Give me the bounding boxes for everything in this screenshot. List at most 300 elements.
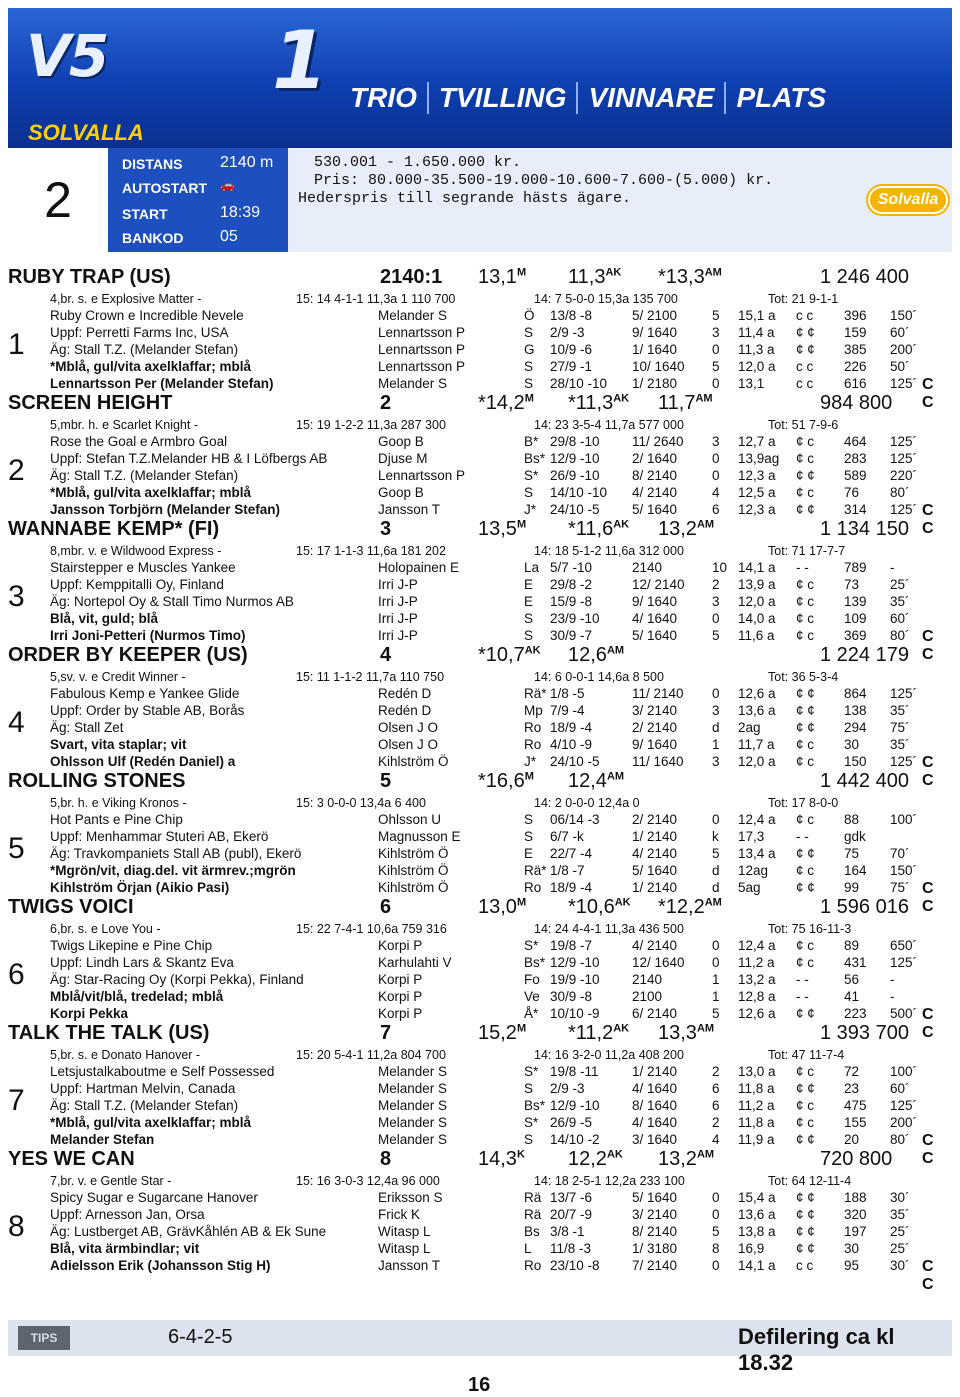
start-cell: ¢ ¢ xyxy=(796,342,815,357)
horse-distance: 4 xyxy=(380,644,392,666)
start-cell: Melander S xyxy=(378,308,448,323)
start-cell: 10/10 -9 xyxy=(550,1006,600,1021)
record-1: $14,3^K$ xyxy=(478,1148,525,1170)
stat-line: Tot: 75 16-11-3 xyxy=(768,922,852,936)
start-cell: 1 xyxy=(712,737,720,752)
start-cell: 25´ xyxy=(890,1241,910,1256)
horse-info-line: Jansson Torbjörn (Melander Stefan) xyxy=(50,502,281,517)
start-cell: 1/ 2140 xyxy=(632,1064,678,1079)
record-1: $*10,7^{AK}$ xyxy=(478,644,541,666)
start-cell: 3 xyxy=(712,325,720,340)
stat-line: 15: 14 4-1-1 11,3a 1 110 700 xyxy=(296,292,456,306)
leg-number: 1 xyxy=(272,14,328,107)
start-cell: c c xyxy=(796,1258,814,1273)
start-cell: S xyxy=(524,1132,534,1147)
start-cell: ¢ c xyxy=(796,594,815,609)
start-cell: 500´ xyxy=(890,1006,918,1021)
race-info xyxy=(8,148,952,252)
start-number: 7 xyxy=(8,1084,25,1117)
start-cell: Bs* xyxy=(524,955,546,970)
start-cell: 2/9 -3 xyxy=(550,1081,585,1096)
horse-distance: 8 xyxy=(380,1148,392,1170)
start-cell: 11,4 a xyxy=(738,325,775,340)
start-cell: 125´ xyxy=(890,376,918,391)
start-cell: c c xyxy=(796,308,814,323)
start-cell: 26/9 -10 xyxy=(550,468,600,483)
start-cell: ¢ c xyxy=(796,737,815,752)
start-label: START xyxy=(122,206,168,222)
stat-line: 5,br. s. e Donato Hanover - xyxy=(50,1048,201,1062)
start-cell: Korpi P xyxy=(378,1006,423,1021)
start-cell: 220´ xyxy=(890,468,918,483)
stat-line: 6,br. s. e Love You - xyxy=(50,922,161,936)
start-cell: Å* xyxy=(524,1006,539,1021)
start-cell: 1 xyxy=(712,989,720,1004)
start-cell: 431 xyxy=(844,955,867,970)
start-cell: 75´ xyxy=(890,720,910,735)
horse-info-line: Stairstepper e Muscles Yankee xyxy=(50,560,236,575)
horse-info-line: *Mblå, gul/vita axelklaffar; mblå xyxy=(50,1115,252,1130)
start-cell: 80´ xyxy=(890,628,910,643)
start-cell: Jansson T xyxy=(378,502,441,517)
start-cell: 30/9 -8 xyxy=(550,989,593,1004)
horse-name: ROLLING STONES xyxy=(8,770,186,792)
horse-info-line: Äg: Nortepol Oy & Stall Timo Nurmos AB xyxy=(50,594,294,609)
start-cell: 125´ xyxy=(890,754,918,769)
record-3: $13,2^{AM}$ xyxy=(658,1148,715,1170)
horse-distance: 5 xyxy=(380,770,392,792)
start-cell: 14/10 -10 xyxy=(550,485,608,500)
start-cell: ¢ c xyxy=(796,611,815,626)
prizes xyxy=(298,154,773,208)
horse-info-line: Uppf: Lindh Lars & Skantz Eva xyxy=(50,955,234,970)
car-icon: 🚗 xyxy=(220,178,235,192)
start-cell: 125´ xyxy=(890,1098,918,1113)
horse-distance: 7 xyxy=(380,1022,392,1044)
earnings: 1 393 700 xyxy=(820,1022,909,1044)
start-number: 6 xyxy=(8,958,25,991)
start-cell: 8/ 2140 xyxy=(632,468,678,483)
start-cell: 23 xyxy=(844,1081,860,1096)
start-cell: Rä xyxy=(524,1190,542,1205)
start-cell: ¢ ¢ xyxy=(796,468,815,483)
start-cell: 12,6 a xyxy=(738,1006,776,1021)
start-cell: d xyxy=(712,863,720,878)
start-cell: 4/ 2140 xyxy=(632,846,678,861)
start-cell: 385 xyxy=(844,342,867,357)
start-cell: 13,9ag xyxy=(738,451,780,466)
earnings: 1 134 150 xyxy=(820,518,909,540)
start-cell: Melander S xyxy=(378,1132,448,1147)
start-cell: 35´ xyxy=(890,737,910,752)
start-cell: 3 xyxy=(712,754,720,769)
start-cell: 73 xyxy=(844,577,860,592)
start-cell: 70´ xyxy=(890,846,910,861)
horse-info-line: Svart, vita staplar; vit xyxy=(50,737,187,752)
start-cell: Magnusson E xyxy=(378,829,461,844)
start-cell: S* xyxy=(524,468,539,483)
start-cell: 3/ 1640 xyxy=(632,1132,678,1147)
start-cell: ¢ ¢ xyxy=(796,846,815,861)
start-cell: ¢ c xyxy=(796,628,815,643)
start-cell: 197 xyxy=(844,1224,867,1239)
start-cell: ¢ c xyxy=(796,451,815,466)
horse-info-line: Spicy Sugar e Sugarcane Hanover xyxy=(50,1190,258,1205)
start-cell: Lennartsson P xyxy=(378,342,466,357)
start-cell: 29/8 -2 xyxy=(550,577,593,592)
start-cell: 2 xyxy=(712,1115,720,1130)
start-cell: 5 xyxy=(712,1006,720,1021)
record-3: $13,2^{AM}$ xyxy=(658,518,715,540)
start-cell: Fo xyxy=(524,972,540,987)
start-cell: ¢ c xyxy=(796,1064,815,1079)
footer-bar xyxy=(8,1320,952,1375)
stat-line: 15: 3 0-0-0 13,4a 6 400 xyxy=(296,796,426,810)
start-cell: 8/ 1640 xyxy=(632,1098,678,1113)
start-cell: B* xyxy=(524,434,539,449)
start-cell: Irri J-P xyxy=(378,628,418,643)
start-cell: 13,6 a xyxy=(738,703,776,718)
horse-info-line: Lennartsson Per (Melander Stefan) xyxy=(50,376,274,391)
start-cell: 20 xyxy=(844,1132,860,1147)
horse-info-line: Uppf: Menhammar Stuteri AB, Ekerö xyxy=(50,829,269,844)
start-cell: S xyxy=(524,325,534,340)
record-1: $13,0^M$ xyxy=(478,896,527,918)
start-cell: - - xyxy=(796,989,809,1004)
start-cell: 159 xyxy=(844,325,867,340)
start-cell: Kihlström Ö xyxy=(378,754,449,769)
start-cell: 9/ 1640 xyxy=(632,594,678,609)
start-cell: ¢ ¢ xyxy=(796,325,815,340)
start-cell: 0 xyxy=(712,468,720,483)
start-cell: Irri J-P xyxy=(378,594,418,609)
start-cell: d xyxy=(712,720,720,735)
start-cell: 25´ xyxy=(890,577,910,592)
start-cell: 13,2 a xyxy=(738,972,776,987)
start-cell: 16,9 xyxy=(738,1241,765,1256)
start-cell: 4/ 1640 xyxy=(632,611,678,626)
start-cell: - xyxy=(890,972,895,987)
horse-info-line: Blå, vita ärmbindlar; vit xyxy=(50,1241,200,1256)
start-cell: 2 xyxy=(712,1064,720,1079)
start-cell: 1/8 -7 xyxy=(550,863,585,878)
start-cell: S xyxy=(524,1081,534,1096)
distans-label: DISTANS xyxy=(122,156,183,172)
start-cell: S* xyxy=(524,1064,539,1079)
start-cell: ¢ c xyxy=(796,812,815,827)
start-cell: 7/ 2140 xyxy=(632,1258,678,1273)
start-cell: Ve xyxy=(524,989,540,1004)
start-cell: 0 xyxy=(712,611,720,626)
horse-name: TALK THE TALK (US) xyxy=(8,1022,210,1044)
stat-line: 5,sv. v. e Credit Winner - xyxy=(50,670,186,684)
start-cell: Redén D xyxy=(378,703,432,718)
start-cell: 3/ 2140 xyxy=(632,703,678,718)
start-cell: ¢ c xyxy=(796,863,815,878)
start-cell: 99 xyxy=(844,880,860,895)
record-2: $12,2^{AK}$ xyxy=(568,1148,623,1170)
start-cell: 80´ xyxy=(890,1132,910,1147)
start-number: 8 xyxy=(8,1210,25,1243)
earnings: 984 800 xyxy=(820,392,893,414)
start-cell: 125´ xyxy=(890,434,918,449)
earnings: 720 800 xyxy=(820,1148,893,1170)
start-cell: 23/10 -8 xyxy=(550,1258,600,1273)
start-time: 18:39 xyxy=(220,204,261,221)
start-cell: 50´ xyxy=(890,359,910,374)
start-cell: 15/9 -8 xyxy=(550,594,593,609)
start-cell: 0 xyxy=(712,955,720,970)
start-cell: 10 xyxy=(712,560,728,575)
start-cell: 5 xyxy=(712,846,720,861)
start-cell: Ro xyxy=(524,880,542,895)
start-cell: ¢ ¢ xyxy=(796,1081,815,1096)
start-cell: 5/ 1640 xyxy=(632,863,678,878)
start-cell: 35´ xyxy=(890,703,910,718)
start-cell: 125´ xyxy=(890,955,918,970)
start-cell: ¢ c xyxy=(796,434,815,449)
race-number: 2 xyxy=(8,148,108,252)
start-cell: 14,0 a xyxy=(738,611,776,626)
start-cell: 2 xyxy=(712,577,720,592)
start-cell: L xyxy=(524,1241,532,1256)
start-cell: 12,5 a xyxy=(738,485,776,500)
start-cell: S* xyxy=(524,1115,539,1130)
start-cell: Goop B xyxy=(378,434,424,449)
stat-line: 14: 23 3-5-4 11,7a 577 000 xyxy=(534,418,684,432)
start-cell: 2140 xyxy=(632,972,663,987)
start-cell: 5/ 1640 xyxy=(632,1190,678,1205)
start-cell: 12,4 a xyxy=(738,938,776,953)
start-cell: 100´ xyxy=(890,1064,918,1079)
start-cell: 5/ 1640 xyxy=(632,628,678,643)
horse-distance: 3 xyxy=(380,518,392,540)
start-cell: Witasp L xyxy=(378,1224,431,1239)
start-cell: - - xyxy=(796,972,809,987)
game-logo: V5 xyxy=(26,22,108,90)
start-cell: 4 xyxy=(712,485,720,500)
defilering: Defilering ca kl 18.32 xyxy=(738,1324,895,1375)
bet-type: VINNARE xyxy=(576,82,724,114)
horse-entry xyxy=(8,1148,952,1293)
start-cell: 155 xyxy=(844,1115,867,1130)
horse-info-line: Äg: Stall Zet xyxy=(50,720,124,735)
start-cell: 24/10 -5 xyxy=(550,502,600,517)
earnings: 1 224 179 xyxy=(820,644,909,666)
start-cell: 320 xyxy=(844,1207,867,1222)
start-cell: 9/ 1640 xyxy=(632,325,678,340)
start-cell: - xyxy=(890,989,895,1004)
start-cell: c c xyxy=(796,359,814,374)
start-cell: 4 xyxy=(712,1132,720,1147)
horse-info-line: Uppf: Order by Stable AB, Borås xyxy=(50,703,245,718)
start-cell: 9/ 1640 xyxy=(632,737,678,752)
start-cell: 15,1 a xyxy=(738,308,776,323)
start-cell: 8/ 2140 xyxy=(632,1224,678,1239)
start-cell: 11,6 a xyxy=(738,628,775,643)
stat-line: 7,br. v. e Gentle Star - xyxy=(50,1174,172,1188)
start-cell: ¢ ¢ xyxy=(796,703,815,718)
start-cell: 60´ xyxy=(890,611,910,626)
start-cell: Eriksson S xyxy=(378,1190,443,1205)
record-1: $13,5^M$ xyxy=(478,518,527,540)
horse-distance: 6 xyxy=(380,896,392,918)
start-cell: 14/10 -2 xyxy=(550,1132,600,1147)
start-cell: 0 xyxy=(712,812,720,827)
start-cell: Ro xyxy=(524,720,542,735)
horse-info-line: Uppf: Perretti Farms Inc, USA xyxy=(50,325,229,340)
track-name: SOLVALLA xyxy=(28,120,144,145)
start-cell: 6 xyxy=(712,1098,720,1113)
record-2: $*11,2^{AK}$ xyxy=(568,1022,630,1044)
start-cell: ¢ c xyxy=(796,1115,815,1130)
start-cell: 12/ 2140 xyxy=(632,577,685,592)
horse-name: WANNABE KEMP* (FI) xyxy=(8,518,220,540)
horse-info-line: Äg: Stall T.Z. (Melander Stefan) xyxy=(50,1098,239,1113)
start-cell: Bs* xyxy=(524,1098,546,1113)
start-cell: 89 xyxy=(844,938,860,953)
start-cell: 5/7 -10 xyxy=(550,560,593,575)
start-cell: 30/9 -7 xyxy=(550,628,593,643)
distans-value: 2140 m xyxy=(220,154,274,171)
start-cell: ¢ c xyxy=(796,485,815,500)
horse-distance: 2 xyxy=(380,392,392,414)
start-cell: 226 xyxy=(844,359,867,374)
start-cell: 12,4 a xyxy=(738,812,776,827)
start-cell: 125´ xyxy=(890,451,918,466)
start-number: 1 xyxy=(8,328,25,361)
start-cell: J* xyxy=(524,502,537,517)
bet-types xyxy=(350,82,836,114)
start-number: 2 xyxy=(8,454,25,487)
horse-info-line: Ruby Crown e Incredible Nevele xyxy=(50,308,244,323)
record-2: $12,4^{AM}$ xyxy=(568,770,625,792)
shoe-indicator: C C xyxy=(922,1258,935,1293)
start-cell: 30 xyxy=(844,737,860,752)
start-cell: Djuse M xyxy=(378,451,428,466)
start-cell: - xyxy=(890,560,895,575)
start-cell: ¢ ¢ xyxy=(796,1006,815,1021)
stat-line: 14: 16 3-2-0 11,2a 408 200 xyxy=(534,1048,684,1062)
start-cell: 30´ xyxy=(890,1190,910,1205)
start-cell: 12,0 a xyxy=(738,754,776,769)
stat-line: 5,br. h. e Viking Kronos - xyxy=(50,796,187,810)
start-cell: 18/9 -4 xyxy=(550,880,593,895)
record-1: $15,2^M$ xyxy=(478,1022,527,1044)
stat-line: 14: 18 2-5-1 12,2a 233 100 xyxy=(534,1174,685,1188)
shoe-indicator: C C xyxy=(922,880,935,915)
stat-line: 15: 22 7-4-1 10,6a 759 316 xyxy=(296,922,447,936)
stat-line: Tot: 64 12-11-4 xyxy=(768,1174,852,1188)
start-cell: 4/ 1640 xyxy=(632,1115,678,1130)
start-cell: 150 xyxy=(844,754,867,769)
record-3: $13,3^{AM}$ xyxy=(658,1022,715,1044)
honor-prize: Hederspris till segrande hästs ägare. xyxy=(298,190,632,207)
start-cell: 3 xyxy=(712,703,720,718)
start-cell: 11,7 a xyxy=(738,737,775,752)
start-cell: ¢ ¢ xyxy=(796,1190,815,1205)
horse-info-line: Hot Pants e Pine Chip xyxy=(50,812,183,827)
start-cell: 28/10 -10 xyxy=(550,376,608,391)
start-cell: Witasp L xyxy=(378,1241,431,1256)
start-cell: Mp xyxy=(524,703,543,718)
start-cell: 10/ 1640 xyxy=(632,359,685,374)
start-cell: 20/7 -9 xyxy=(550,1207,593,1222)
start-cell: 4/ 1640 xyxy=(632,1081,678,1096)
horse-name: RUBY TRAP (US) xyxy=(8,266,171,288)
start-cell: Holopainen E xyxy=(378,560,460,575)
start-cell: 12,0 a xyxy=(738,594,776,609)
start-cell: ¢ c xyxy=(796,754,815,769)
start-cell: 789 xyxy=(844,560,867,575)
start-cell: Kihlström Ö xyxy=(378,880,449,895)
start-cell: ¢ ¢ xyxy=(796,1207,815,1222)
horse-name: SCREEN HEIGHT xyxy=(8,392,173,414)
start-cell: ¢ c xyxy=(796,577,815,592)
start-cell: 11,8 a xyxy=(738,1115,775,1130)
shoe-indicator: C C xyxy=(922,1132,935,1167)
horse-info-line: Letsjustalkaboutme e Self Possessed xyxy=(50,1064,275,1079)
stat-line: 15: 17 1-1-3 11,6a 181 202 xyxy=(296,544,446,558)
start-cell: Frick K xyxy=(378,1207,420,1222)
start-cell: 11/ 2140 xyxy=(632,686,684,701)
stat-line: Tot: 51 7-9-6 xyxy=(768,418,839,432)
start-cell: Ro xyxy=(524,737,542,752)
start-cell: 26/9 -5 xyxy=(550,1115,593,1130)
start-cell: 7/9 -4 xyxy=(550,703,585,718)
start-cell: 1 xyxy=(712,972,720,987)
start-cell: 100´ xyxy=(890,812,918,827)
start-cell: 24/10 -5 xyxy=(550,754,600,769)
start-cell: 14,1 a xyxy=(738,1258,776,1273)
start-cell: Korpi P xyxy=(378,938,423,953)
start-cell: 1/ 2140 xyxy=(632,880,678,895)
start-cell: 17,3 xyxy=(738,829,765,844)
start-number: 5 xyxy=(8,832,25,865)
stat-line: Tot: 36 5-3-4 xyxy=(768,670,839,684)
stat-line: Tot: 21 9-1-1 xyxy=(768,292,839,306)
start-cell: 2140 xyxy=(632,560,663,575)
start-cell: 88 xyxy=(844,812,860,827)
start-cell: 6 xyxy=(712,1081,720,1096)
horse-distance: 2140:1 xyxy=(380,266,443,288)
start-cell: 314 xyxy=(844,502,867,517)
start-cell: ¢ ¢ xyxy=(796,686,815,701)
start-cell: 650´ xyxy=(890,938,918,953)
stat-line: 15: 20 5-4-1 11,2a 804 700 xyxy=(296,1048,446,1062)
start-cell: Melander S xyxy=(378,1064,448,1079)
start-cell: S* xyxy=(524,938,539,953)
start-cell: 19/8 -7 xyxy=(550,938,593,953)
start-cell: 3 xyxy=(712,594,720,609)
stat-line: 14: 18 5-1-2 11,6a 312 000 xyxy=(534,544,684,558)
start-cell: 616 xyxy=(844,376,867,391)
record-3: $*12,2^{AM}$ xyxy=(658,896,722,918)
start-cell: 125´ xyxy=(890,502,918,517)
start-cell: Irri J-P xyxy=(378,611,418,626)
start-cell: - - xyxy=(796,560,809,575)
start-cell: G xyxy=(524,342,535,357)
horse-info-line: Adielsson Erik (Johansson Stig H) xyxy=(50,1258,271,1273)
horse-info-line: Melander Stefan xyxy=(50,1132,155,1147)
start-cell: 13,0 a xyxy=(738,1064,776,1079)
horse-info-line: Äg: Travkompaniets Stall AB (publ), Ekerö xyxy=(50,846,302,861)
header-banner xyxy=(8,8,952,148)
start-cell: 13,9 a xyxy=(738,577,776,592)
start-cell: 589 xyxy=(844,468,867,483)
start-cell: 150´ xyxy=(890,863,918,878)
horse-info-line: Irri Joni-Petteri (Nurmos Timo) xyxy=(50,628,246,643)
